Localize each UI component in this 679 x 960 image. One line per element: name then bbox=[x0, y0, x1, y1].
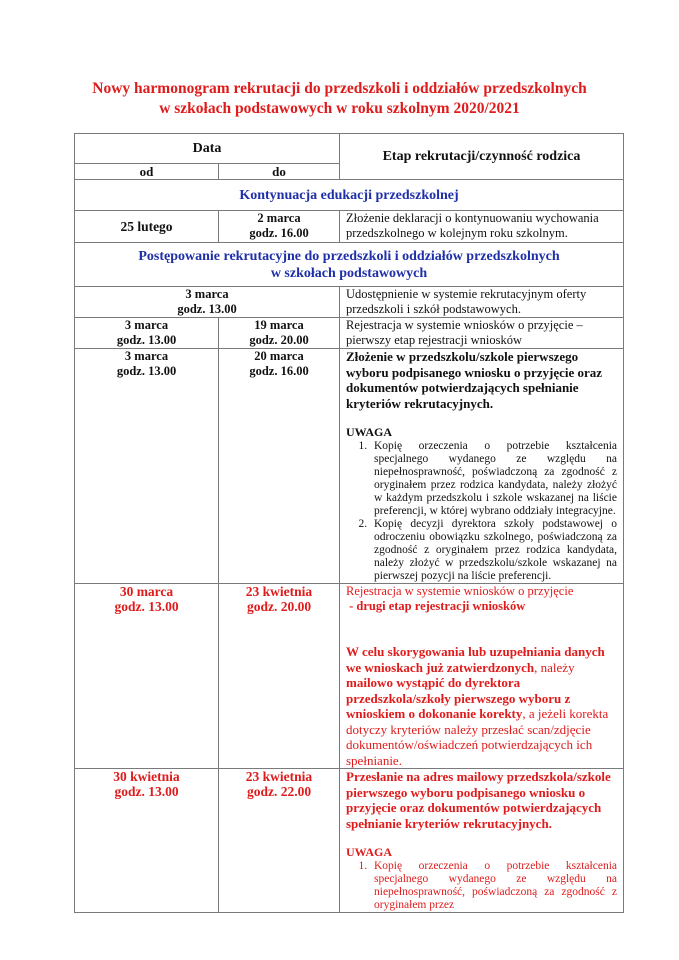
date-to-time: godz. 16.00 bbox=[249, 226, 309, 240]
date-to-time: godz. 20.00 bbox=[249, 333, 309, 347]
date-to-day: 23 kwietnia bbox=[245, 584, 313, 599]
date-to-day: 23 kwietnia bbox=[245, 769, 313, 784]
date-from-time: godz. 13.00 bbox=[116, 364, 177, 378]
correction-paragraph bbox=[346, 644, 617, 768]
date-from-day: 30 kwietnia bbox=[113, 769, 180, 784]
header-date: Data bbox=[75, 134, 340, 164]
note-item: 2. Kopię decyzji dyrektora szkoły podstawowej o odroczeniu obowiązku szkolnego, poświadczoną za zgodność z oryginałem przez rodzica kandydata, należy złożyć w przedszkolu/szkole wskazanej na pierwszej pozycji na liście preferencji. bbox=[370, 518, 617, 583]
date-to-day: 2 marca bbox=[257, 211, 301, 225]
date-from-time: godz. 13.00 bbox=[116, 333, 177, 347]
date-to-day: 19 marca bbox=[254, 318, 304, 332]
section-line-2: w szkołach podstawowych bbox=[270, 265, 428, 281]
date-from bbox=[75, 769, 219, 913]
section-heading-continuation: Kontynuacja edukacji przedszkolnej bbox=[75, 180, 624, 211]
stage-text: Przesłanie na adres mailowy przedszkola/szkole pierwszego wyboru podpisanego wniosku o przyjęcie oraz dokumentów potwierdzających spełnianie kryteriów rekrutacyjnych. bbox=[346, 769, 611, 831]
date-to-time: godz. 22.00 bbox=[246, 784, 312, 799]
correction-bold-1: W celu skorygowania lub uzupełniania danych we wnioskach już zatwierdzonych bbox=[346, 644, 605, 675]
header-from: od bbox=[75, 164, 219, 180]
table-row bbox=[75, 287, 624, 318]
date-to bbox=[219, 349, 340, 584]
title-line-2: w szkołach podstawowych w roku szkolnym 2020/2021 bbox=[159, 100, 520, 117]
date-to bbox=[219, 584, 340, 769]
table-row bbox=[75, 318, 624, 349]
document-title bbox=[0, 79, 679, 119]
note-label: UWAGA bbox=[346, 425, 393, 439]
stage-text: Rejestracja w systemie wniosków o przyjęcie – pierwszy etap rejestracji wniosków bbox=[340, 318, 624, 349]
date-single bbox=[75, 287, 340, 318]
date-to bbox=[219, 318, 340, 349]
stage-cell bbox=[340, 349, 624, 584]
date-to-time: godz. 20.00 bbox=[246, 599, 312, 614]
note-list bbox=[346, 440, 617, 583]
date-from-day: 30 marca bbox=[119, 584, 174, 599]
date-to bbox=[219, 769, 340, 913]
date-from bbox=[75, 349, 219, 584]
stage-text: Udostępnienie w systemie rekrutacyjnym oferty przedszkoli i szkół podstawowych. bbox=[340, 287, 624, 318]
schedule-table bbox=[74, 133, 624, 913]
correction-plain-1: , należy bbox=[534, 659, 575, 675]
note-item: 1. Kopię orzeczenia o potrzebie kształcenia specjalnego wydanego ze względu na niepełnosprawność, poświadczoną za zgodność z oryginałem przez bbox=[370, 860, 617, 912]
stage-text: Złożenie w przedszkolu/szkole pierwszego wyboru podpisanego wniosku o przyjęcie oraz dokumentów potwierdzających spełnianie kryteriów rekrutacyjnych. bbox=[346, 349, 603, 411]
date-from bbox=[75, 318, 219, 349]
correction-plain-2: , a jeżeli korekta dotyczy kryteriów należy przesłać scan/zdjęcie dokumentów/oświadczeń potwierdzających ich spełnianie. bbox=[346, 706, 609, 768]
section-row bbox=[75, 243, 624, 287]
date-to bbox=[219, 211, 340, 243]
section-heading-recruitment bbox=[75, 243, 624, 287]
date-day: 3 marca bbox=[185, 287, 229, 301]
correction-bold-2: mailowo wystąpić do dyrektora przedszkola/szkoły pierwszego wyboru z wnioskiem o dokonanie korekty bbox=[346, 675, 571, 721]
table-row bbox=[75, 349, 624, 584]
date-from bbox=[75, 584, 219, 769]
date-from-day: 3 marca bbox=[124, 318, 169, 332]
title-line-1: Nowy harmonogram rekrutacji do przedszkoli i oddziałów przedszkolnych bbox=[92, 80, 587, 97]
date-to-time: godz. 16.00 bbox=[249, 364, 309, 378]
stage-cell bbox=[340, 769, 624, 913]
header-to: do bbox=[219, 164, 340, 180]
date-time: godz. 13.00 bbox=[177, 302, 237, 316]
header-row bbox=[75, 134, 624, 164]
stage-line-2: - drugi etap rejestracji wniosków bbox=[346, 599, 526, 613]
note-list bbox=[346, 860, 617, 912]
date-from-time: godz. 13.00 bbox=[114, 784, 179, 799]
stage-cell bbox=[340, 584, 624, 769]
date-from: 25 lutego bbox=[75, 211, 219, 243]
note-item: 1. Kopię orzeczenia o potrzebie kształcenia specjalnego wydanego ze względu na niepełnosprawność, poświadczoną za zgodność z oryginałem przez rodzica kandydata, należy złożyć w każdym przedszkolu i szkole wskazanej na liście preferencji, w której wybrano oddziały integracyjne. bbox=[370, 440, 617, 518]
section-row bbox=[75, 180, 624, 211]
stage-line-1: Rejestracja w systemie wniosków o przyjęcie bbox=[346, 584, 574, 598]
note-label: UWAGA bbox=[346, 845, 393, 859]
table-row bbox=[75, 584, 624, 769]
date-from-time: godz. 13.00 bbox=[114, 599, 179, 614]
table-row bbox=[75, 769, 624, 913]
section-line-1: Postępowanie rekrutacyjne do przedszkoli i oddziałów przedszkolnych bbox=[138, 248, 560, 264]
date-to-day: 20 marca bbox=[254, 349, 304, 363]
date-from-day: 3 marca bbox=[124, 349, 169, 363]
header-stage: Etap rekrutacji/czynność rodzica bbox=[340, 134, 624, 180]
table-row bbox=[75, 211, 624, 243]
stage-text: Złożenie deklaracji o kontynuowaniu wychowania przedszkolnego w kolejnym roku szkolnym. bbox=[340, 211, 624, 243]
